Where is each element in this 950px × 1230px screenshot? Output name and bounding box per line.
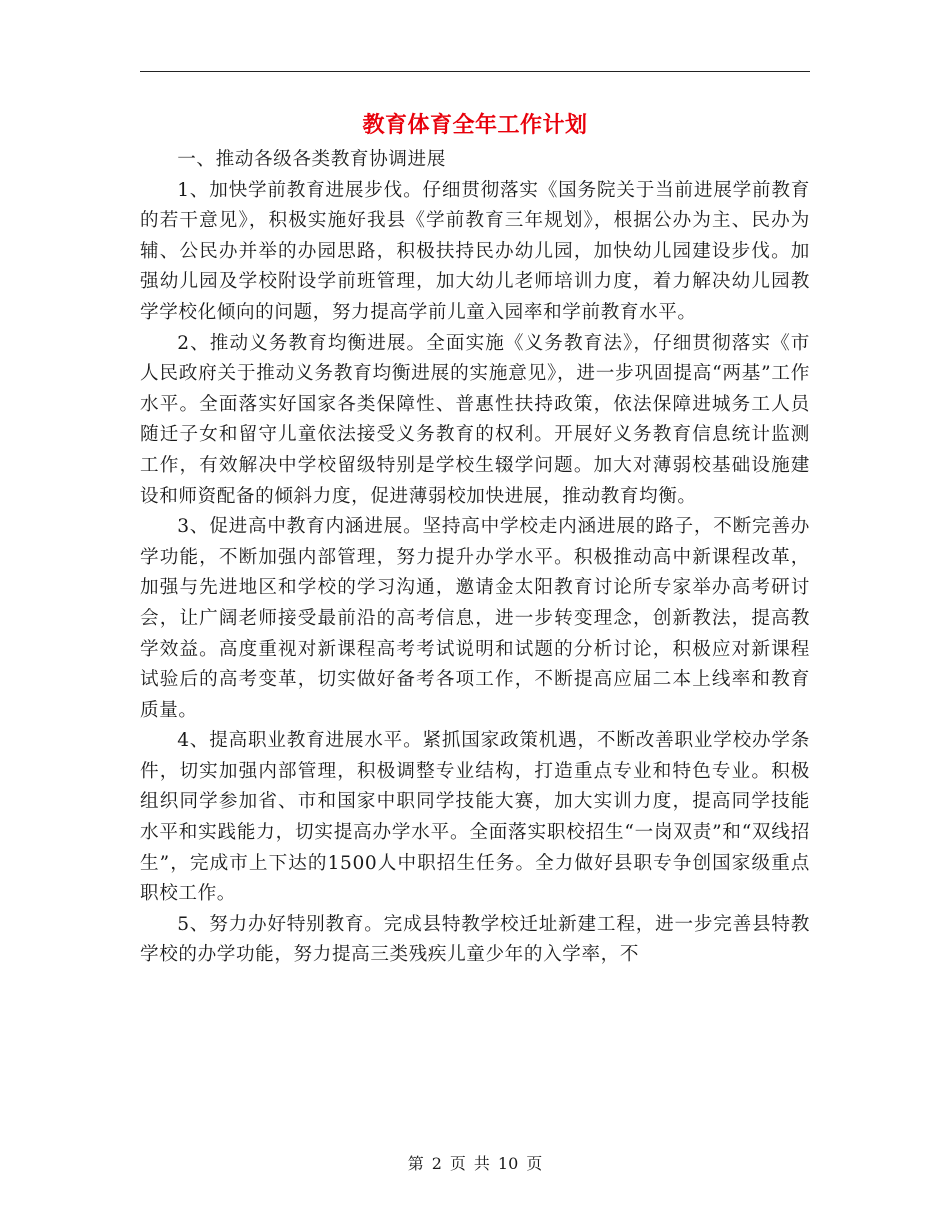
footer-page-word: 页: [449, 1154, 466, 1173]
section-heading: 一、推动各级各类教育协调进展: [177, 149, 446, 170]
paragraph-vocational: 4、提高职业教育进展水平。紧抓国家政策机遇，不断改善职业学校办学条件，切实加强内部管理，积极调整专业结构，打造重点专业和特色专业。积极组织同学参加省、市和国家中职同学技能大赛，加大实训力度，提高同学技能水平和实践能力，切实提高办学水平。全面落实职校招生“一岗双责”和“双线招生”，完成市上下达的1500人中职招生任务。全力做好县职专争创国家级重点职校工作。: [140, 730, 810, 905]
footer-total-word: 共: [473, 1154, 490, 1173]
paragraph-preschool: 1、加快学前教育进展步伐。仔细贯彻落实《国务院关于当前进展学前教育的若干意见》，积极实施好我县《学前教育三年规划》，根据公办为主、民办为辅、公民办并举的办园思路，积极扶持民办幼儿园，加快幼儿园建设步伐。加强幼儿园及学校附设学前班管理，加大幼儿老师培训力度，着力解决幼儿园教学学校化倾向的问题，努力提高学前儿童入园率和学前教育水平。: [140, 179, 810, 323]
footer-suffix: 页: [526, 1154, 543, 1173]
paragraph-compulsory: 2、推动义务教育均衡进展。全面实施《义务教育法》，仔细贯彻落实《市人民政府关于推动义务教育均衡进展的实施意见》，进一步巩固提高“两基”工作水平。全面落实好国家各类保障性、普惠性扶持政策，依法保障进城务工人员随迁子女和留守儿童依法接受义务教育的权利。开展好义务教育信息统计监测工作，有效解决中学校留级特别是学校生辍学问题。加大对薄弱校基础设施建设和师资配备的倾斜力度，促进薄弱校加快进展，推动教育均衡。: [140, 332, 810, 507]
paragraph-highschool: 3、促进高中教育内涵进展。坚持高中学校走内涵进展的路子，不断完善办学功能，不断加强内部管理，努力提升办学水平。积极推动高中新课程改革，加强与先进地区和学校的学习沟通，邀请金太阳教育讨论所专家举办高考研讨会，让广阔老师接受最前沿的高考信息，进一步转变理念，创新教法，提高教学效益。高度重视对新课程高考考试说明和试题的分析讨论，积极应对新课程试验后的高考变革，切实做好备考各项工作，不断提高应届二本上线率和教育质量。: [140, 516, 810, 721]
page-footer: [0, 1152, 950, 1176]
paragraph-special: 5、努力办好特别教育。完成县特教学校迁址新建工程，进一步完善县特教学校的办学功能，努力提高三类残疾儿童少年的入学率，不: [140, 913, 810, 966]
footer-total-pages: 10: [497, 1154, 519, 1173]
header-rule: [140, 71, 810, 72]
document-body: [140, 145, 810, 971]
footer-current-page: 2: [431, 1154, 442, 1173]
footer-prefix: 第: [407, 1154, 424, 1173]
document-title: 教育体育全年工作计划: [362, 113, 588, 138]
